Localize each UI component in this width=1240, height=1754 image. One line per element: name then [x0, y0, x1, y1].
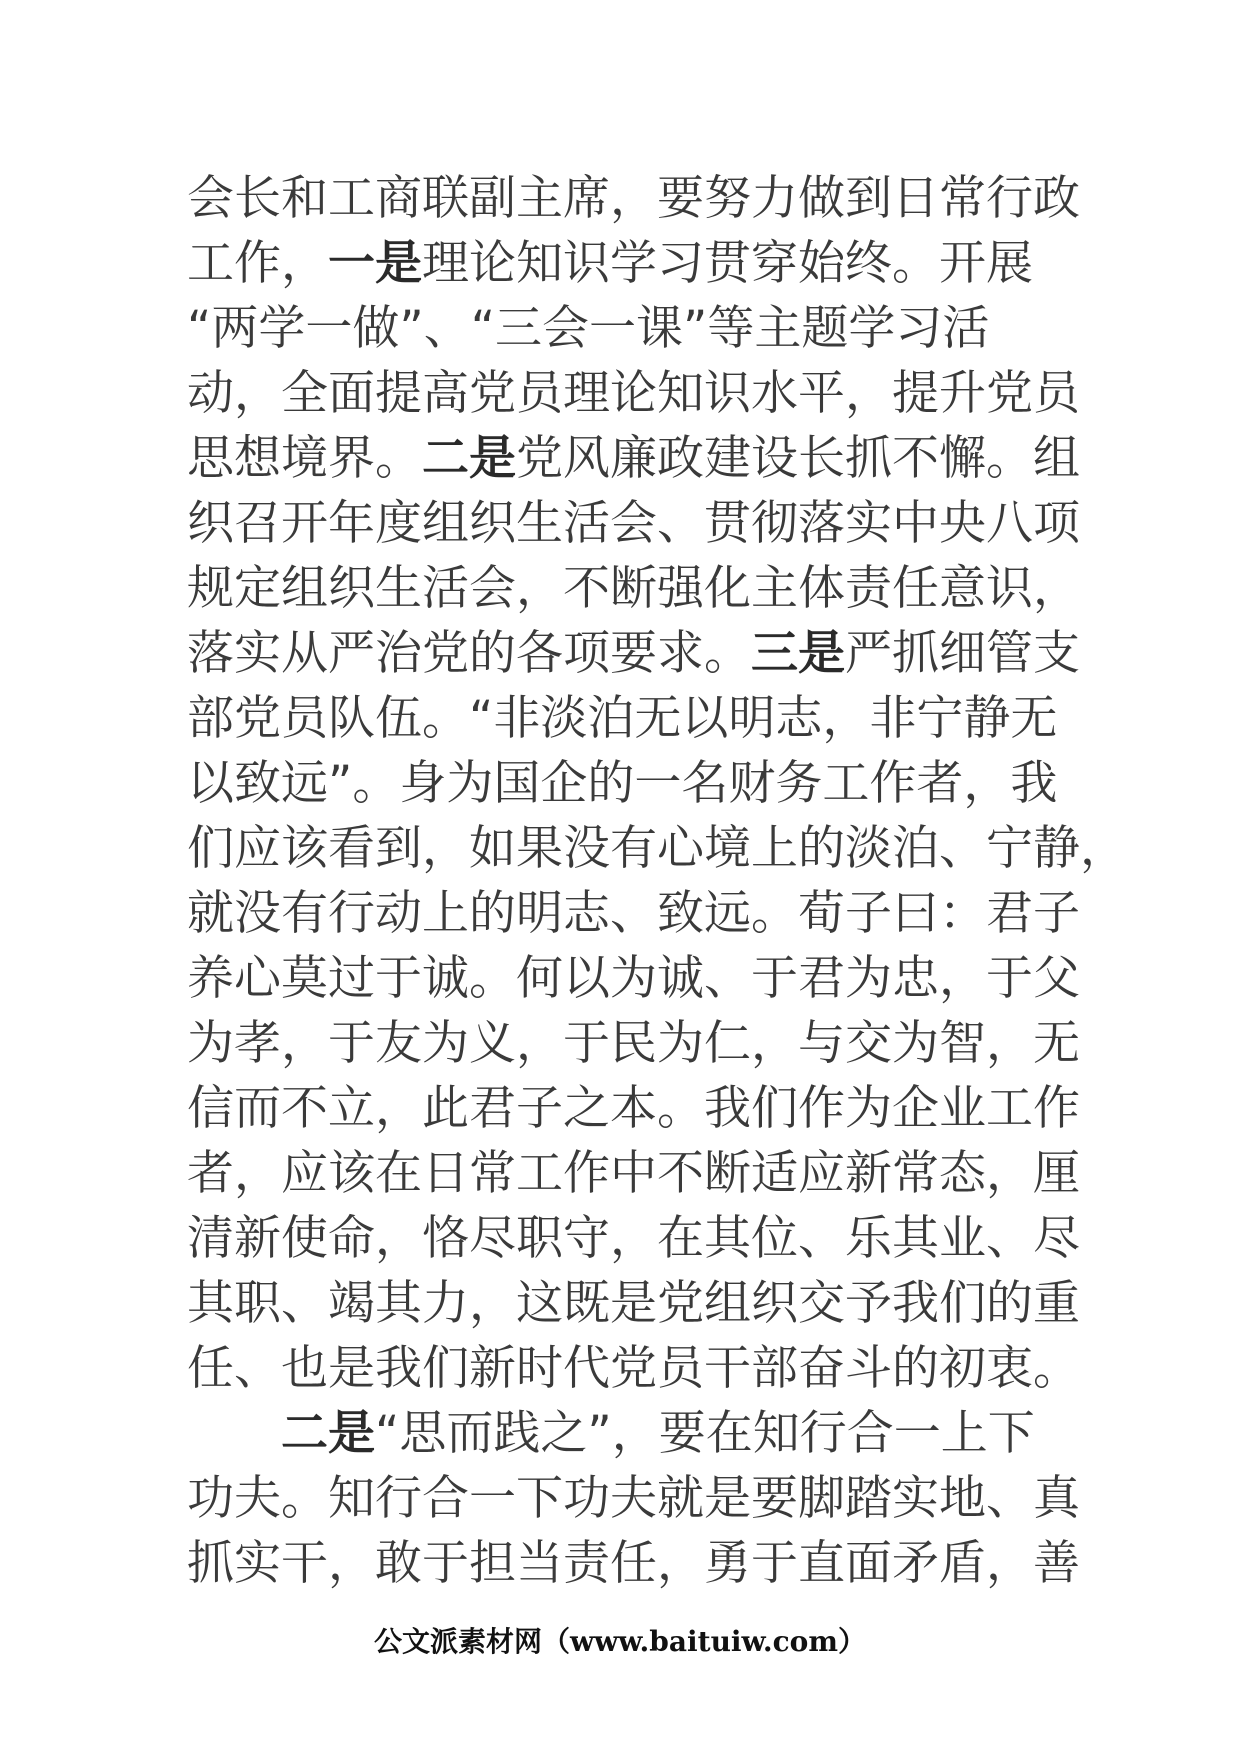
text-line: 其职、竭其力，这既是党组织交予我们的重 — [187, 1276, 1080, 1331]
text-line: “两学一做”、“三会一课”等主题学习活 — [187, 301, 990, 356]
text-line: 信而不立，此君子之本。我们作为企业工作 — [187, 1081, 1080, 1136]
text-line: 抓实干，敢于担当责任，勇于直面矛盾，善 — [187, 1536, 1080, 1591]
emphasis-label: 一是 — [328, 236, 422, 291]
text-line: 会长和工商联副主席，要努力做到日常行政 — [187, 171, 1080, 226]
text-line: 部党员队伍。“非淡泊无以明志，非宁静无 — [187, 691, 1058, 746]
text-line: 功夫。知行合一下功夫就是要脚踏实地、真 — [187, 1471, 1080, 1526]
text-line: 养心莫过于诚。何以为诚、于君为忠，于父 — [187, 951, 1080, 1006]
emphasis-label: 二是 — [422, 431, 516, 486]
text-line: 为孝，于友为义，于民为仁，与交为智，无 — [187, 1016, 1080, 1071]
text-line: 清新使命，恪尽职守，在其位、乐其业、尽 — [187, 1211, 1080, 1266]
text-line: 们应该看到，如果没有心境上的淡泊、宁静， — [187, 821, 1127, 876]
text-line: 任、也是我们新时代党员干部奋斗的初衷。 — [187, 1341, 1080, 1396]
body-text — [187, 166, 1127, 1596]
page-footer: 公文派素材网（www.baituiw.com） — [374, 1625, 866, 1658]
emphasis-label: 二是 — [281, 1406, 375, 1461]
text-line: 就没有行动上的明志、致远。荀子曰：君子 — [187, 886, 1080, 941]
text-line: 工作，一是理论知识学习贯穿始终。开展 — [187, 236, 1033, 291]
text-line: 落实从严治党的各项要求。三是严抓细管支 — [187, 626, 1080, 681]
text-line: 动，全面提高党员理论知识水平，提升党员 — [187, 366, 1080, 421]
text-line: 者，应该在日常工作中不断适应新常态，厘 — [187, 1146, 1080, 1201]
text-line: 织召开年度组织生活会、贯彻落实中央八项 — [187, 496, 1080, 551]
text-line: 思想境界。二是党风廉政建设长抓不懈。组 — [187, 431, 1080, 486]
text-line: 规定组织生活会，不断强化主体责任意识， — [187, 561, 1080, 616]
text-line: 二是“思而践之”，要在知行合一上下 — [281, 1406, 1035, 1461]
text-line: 以致远”。身为国企的一名财务工作者，我 — [187, 756, 1058, 811]
emphasis-label: 三是 — [751, 626, 845, 681]
